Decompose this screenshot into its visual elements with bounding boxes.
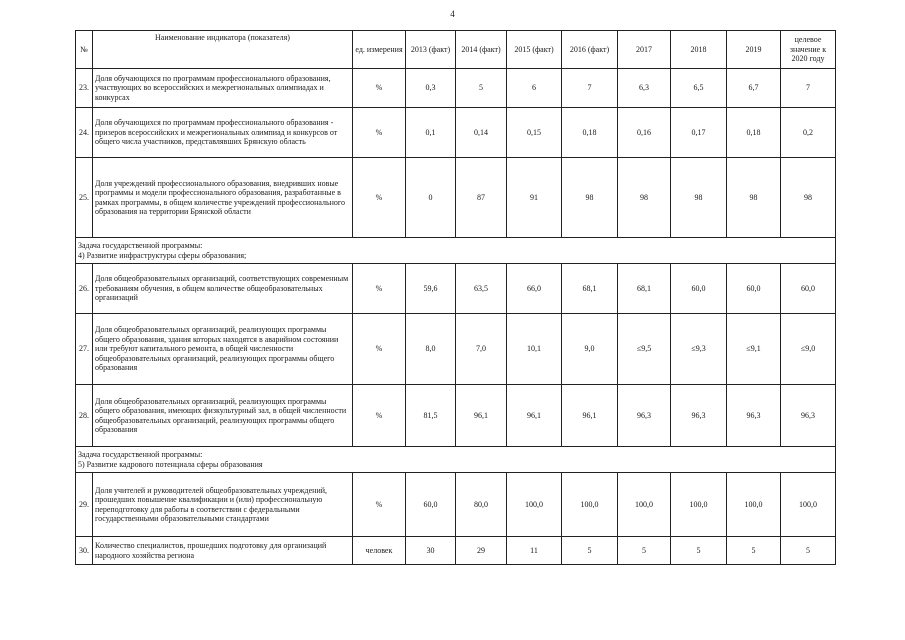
- header-unit: ед. измерения: [353, 31, 406, 69]
- value-cell: 5: [727, 537, 781, 565]
- value-cell: 66,0: [507, 264, 562, 314]
- task-line: Задача государственной программы:: [78, 450, 203, 459]
- value-cell: 96,3: [671, 385, 727, 447]
- value-cell: 96,1: [456, 385, 507, 447]
- value-cell: 60,0: [781, 264, 836, 314]
- value-cell: 98: [671, 158, 727, 238]
- task-line: 5) Развитие кадрового потенциала сферы образования: [78, 459, 263, 469]
- unit-cell: человек: [353, 537, 406, 565]
- table-header-row: [76, 31, 836, 69]
- task-cell: [76, 447, 836, 473]
- unit-cell: %: [353, 385, 406, 447]
- table-row: [76, 158, 836, 238]
- table-row: [76, 314, 836, 385]
- value-cell: ≤9,3: [671, 314, 727, 385]
- value-cell: 68,1: [618, 264, 671, 314]
- value-cell: 0,18: [727, 108, 781, 158]
- value-cell: 96,3: [727, 385, 781, 447]
- value-cell: 7: [562, 69, 618, 108]
- value-cell: 96,1: [507, 385, 562, 447]
- value-cell: 0,14: [456, 108, 507, 158]
- table-row: [76, 473, 836, 537]
- value-cell: 60,0: [671, 264, 727, 314]
- unit-cell: %: [353, 69, 406, 108]
- value-cell: 0,16: [618, 108, 671, 158]
- value-cell: 5: [618, 537, 671, 565]
- indicator-name: Количество специалистов, прошедших подготовку для организаций народного хозяйства региона: [93, 537, 353, 565]
- table-row: [76, 108, 836, 158]
- unit-cell: %: [353, 108, 406, 158]
- value-cell: 81,5: [406, 385, 456, 447]
- value-cell: 11: [507, 537, 562, 565]
- header-name: Наименование индикатора (показателя): [93, 31, 353, 69]
- value-cell: 98: [562, 158, 618, 238]
- header-year: 2013 (факт): [406, 31, 456, 69]
- value-cell: 0,17: [671, 108, 727, 158]
- indicator-name: Доля учителей и руководителей общеобразовательных учреждений, прошедших повышение квалификации и (или) профессиональную переподготовку для работы в соответствии с федеральными государственными образовательными стандартами: [93, 473, 353, 537]
- row-number: 28.: [76, 385, 93, 447]
- header-year: 2015 (факт): [507, 31, 562, 69]
- value-cell: 96,3: [618, 385, 671, 447]
- value-cell: 8,0: [406, 314, 456, 385]
- value-cell: 6,7: [727, 69, 781, 108]
- value-cell: 5: [562, 537, 618, 565]
- value-cell: 5: [671, 537, 727, 565]
- task-line: 4) Развитие инфраструктуры сферы образования;: [78, 250, 247, 260]
- value-cell: 0,18: [562, 108, 618, 158]
- value-cell: 5: [456, 69, 507, 108]
- indicator-name: Доля общеобразовательных организаций, соответствующих современным требованиям обучения, в общем количестве общеобразовательных организаций: [93, 264, 353, 314]
- value-cell: ≤9,5: [618, 314, 671, 385]
- value-cell: 6: [507, 69, 562, 108]
- indicator-name: Доля общеобразовательных организаций, реализующих программы общего образования, здания которых находятся в аварийном состоянии или требуют капитального ремонта, в общей численности общеобразовательных организаций, реализующих программы общего образования: [93, 314, 353, 385]
- value-cell: 29: [456, 537, 507, 565]
- value-cell: 0,15: [507, 108, 562, 158]
- header-year: 2016 (факт): [562, 31, 618, 69]
- row-number: 27.: [76, 314, 93, 385]
- value-cell: 7,0: [456, 314, 507, 385]
- task-row: [76, 238, 836, 264]
- indicator-name: Доля общеобразовательных организаций, реализующих программы общего образования, имеющих физкультурный зал, в общей численности общеобразовательных организаций, реализующих программы общего образования: [93, 385, 353, 447]
- unit-cell: %: [353, 158, 406, 238]
- value-cell: 100,0: [781, 473, 836, 537]
- row-number: 25.: [76, 158, 93, 238]
- unit-cell: %: [353, 264, 406, 314]
- page-number: 4: [450, 9, 455, 19]
- indicator-name: Доля обучающихся по программам профессионального образования, участвующих во всероссийских и межрегиональных олимпиадах и конкурсах: [93, 69, 353, 108]
- value-cell: 100,0: [507, 473, 562, 537]
- table-body: [76, 69, 836, 565]
- value-cell: 5: [781, 537, 836, 565]
- value-cell: 100,0: [618, 473, 671, 537]
- value-cell: 0,3: [406, 69, 456, 108]
- header-num: №: [76, 31, 93, 69]
- value-cell: 91: [507, 158, 562, 238]
- value-cell: 68,1: [562, 264, 618, 314]
- value-cell: 0: [406, 158, 456, 238]
- value-cell: 98: [727, 158, 781, 238]
- value-cell: 0,1: [406, 108, 456, 158]
- unit-cell: %: [353, 314, 406, 385]
- unit-cell: %: [353, 473, 406, 537]
- value-cell: 98: [618, 158, 671, 238]
- value-cell: 60,0: [406, 473, 456, 537]
- header-year: 2019: [727, 31, 781, 69]
- table-row: [76, 385, 836, 447]
- row-number: 30.: [76, 537, 93, 565]
- value-cell: 0,2: [781, 108, 836, 158]
- task-line: Задача государственной программы:: [78, 241, 203, 250]
- header-year: 2017: [618, 31, 671, 69]
- value-cell: 59,6: [406, 264, 456, 314]
- header-year: 2014 (факт): [456, 31, 507, 69]
- value-cell: 7: [781, 69, 836, 108]
- header-year: 2018: [671, 31, 727, 69]
- row-number: 26.: [76, 264, 93, 314]
- row-number: 24.: [76, 108, 93, 158]
- value-cell: 80,0: [456, 473, 507, 537]
- row-number: 29.: [76, 473, 93, 537]
- value-cell: 9,0: [562, 314, 618, 385]
- indicator-name: Доля обучающихся по программам профессионального образования - призеров всероссийских и межрегиональных олимпиад и конкурсов от общего числа участников, представлявших Брянскую область: [93, 108, 353, 158]
- value-cell: ≤9,0: [781, 314, 836, 385]
- value-cell: 96,1: [562, 385, 618, 447]
- value-cell: 6,5: [671, 69, 727, 108]
- value-cell: 100,0: [727, 473, 781, 537]
- value-cell: 98: [781, 158, 836, 238]
- value-cell: 63,5: [456, 264, 507, 314]
- task-cell: [76, 238, 836, 264]
- table-row: [76, 264, 836, 314]
- indicators-table: [75, 30, 836, 565]
- value-cell: ≤9,1: [727, 314, 781, 385]
- value-cell: 30: [406, 537, 456, 565]
- value-cell: 100,0: [562, 473, 618, 537]
- table-row: [76, 69, 836, 108]
- indicator-name: Доля учреждений профессионального образования, внедривших новые программы и модели профессионального образования, разработанные в рамках программы, в общем количестве учреждений профессионального образования на территории Брянской области: [93, 158, 353, 238]
- value-cell: 10,1: [507, 314, 562, 385]
- value-cell: 60,0: [727, 264, 781, 314]
- value-cell: 6,3: [618, 69, 671, 108]
- task-row: [76, 447, 836, 473]
- value-cell: 100,0: [671, 473, 727, 537]
- value-cell: 87: [456, 158, 507, 238]
- row-number: 23.: [76, 69, 93, 108]
- header-target: целевое значение к 2020 году: [781, 31, 836, 69]
- table-row: [76, 537, 836, 565]
- value-cell: 96,3: [781, 385, 836, 447]
